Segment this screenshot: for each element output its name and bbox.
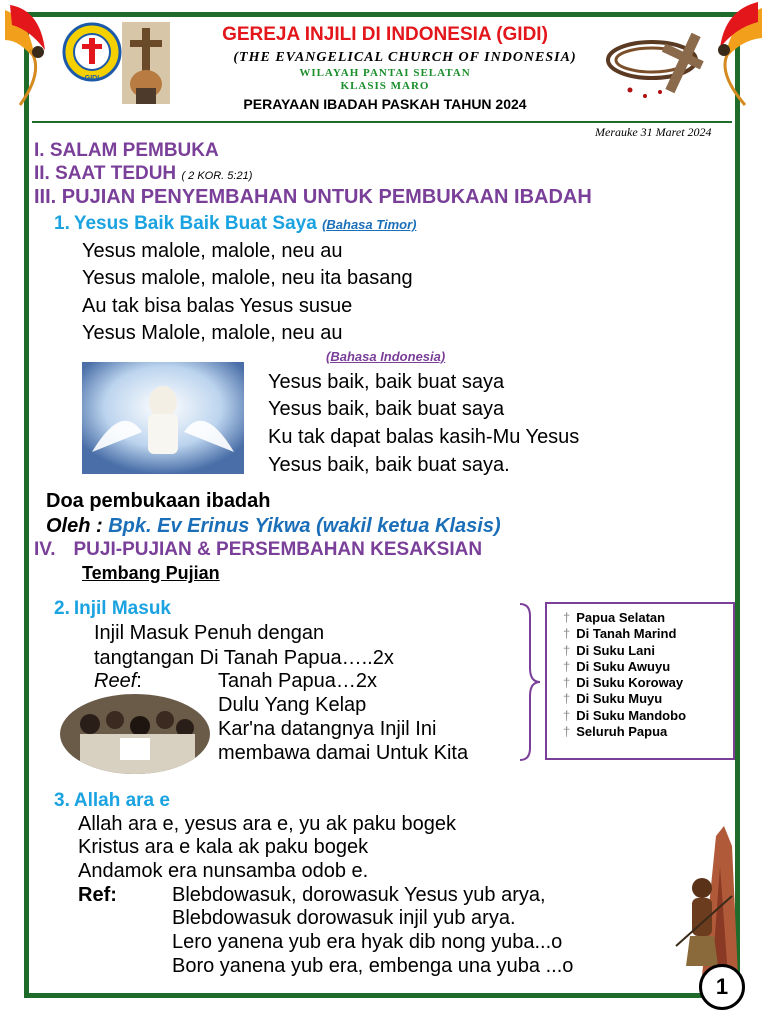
song-3-name: Allah ara e bbox=[73, 790, 170, 811]
song-2-title bbox=[54, 598, 171, 620]
song-2-line: Injil Masuk Penuh dengan bbox=[94, 622, 325, 644]
cross-icon: † bbox=[563, 707, 571, 723]
list-item bbox=[563, 675, 733, 691]
prayer-by-label: Oleh : bbox=[46, 515, 103, 537]
song-2-ref-line: Dulu Yang Kelap bbox=[218, 694, 367, 716]
list-item-label: Di Suku Koroway bbox=[576, 675, 684, 691]
list-item-label: Papua Selatan bbox=[576, 610, 666, 625]
list-item-label: Di Suku Muyu bbox=[576, 691, 663, 707]
song-2-number: 2. bbox=[54, 598, 70, 619]
jesus-throne-image bbox=[82, 362, 244, 474]
song-1-name: Yesus Baik Baik Buat Saya bbox=[73, 213, 317, 234]
prayer-title: Doa pembukaan ibadah bbox=[46, 490, 271, 512]
song-2-line: tangtangan Di Tanah Papua…..2x bbox=[94, 647, 394, 669]
list-item bbox=[563, 691, 733, 707]
song-1-line: Yesus Malole, malole, neu au bbox=[82, 322, 343, 344]
event-title: PERAYAAN IBADAH PASKAH TAHUN 2024 bbox=[243, 96, 527, 112]
song-1-indo-line: Yesus baik, baik buat saya bbox=[268, 398, 505, 420]
papuan-warrior-image bbox=[672, 826, 752, 976]
section-4-heading bbox=[34, 539, 482, 561]
section-4-title: PUJI-PUJIAN & PERSEMBAHAN KESAKSIAN bbox=[73, 539, 483, 560]
brace-icon bbox=[514, 602, 542, 762]
list-item bbox=[563, 659, 733, 675]
song-1-indo-line: Yesus baik, baik buat saya. bbox=[268, 454, 510, 476]
section-3-heading: III. PUJIAN PENYEMBAHAN UNTUK PEMBUKAAN IBADAH bbox=[34, 186, 592, 208]
song-3-ref-line: Lero yanena yub era hyak dib nong yuba...o bbox=[172, 931, 563, 953]
song-3-line: Andamok era nunsamba odob e. bbox=[78, 860, 369, 882]
list-item-label: Seluruh Papua bbox=[576, 724, 668, 740]
list-item-label: Di Suku Lani bbox=[576, 642, 655, 658]
cross-icon: † bbox=[563, 642, 571, 658]
date-line: Merauke 31 Maret 2024 bbox=[595, 125, 712, 139]
song-1-indo-line: Ku tak dapat balas kasih-Mu Yesus bbox=[268, 426, 580, 448]
section-2-title: SAAT TEDUH bbox=[49, 163, 177, 184]
song-1-number: 1. bbox=[54, 213, 70, 234]
song-3-ref-line: Blebdowasuk dorowasuk injil yub arya. bbox=[172, 907, 516, 929]
song-1-line: Au tak bisa balas Yesus susue bbox=[82, 295, 353, 317]
english-title: (THE EVANGELICAL CHURCH OF INDONESIA) bbox=[233, 50, 577, 65]
section-4-number: IV. bbox=[34, 539, 56, 560]
bird-of-paradise-left bbox=[0, 0, 60, 110]
song-2-ref-line: Tanah Papua…2x bbox=[218, 670, 378, 692]
section-2-heading bbox=[34, 163, 252, 185]
song-1-line: Yesus malole, malole, neu ita basang bbox=[82, 267, 413, 289]
page-number: 1 bbox=[699, 964, 745, 1010]
song-1-language: (Bahasa Timor) bbox=[322, 217, 417, 232]
song-3-ref-label: Ref: bbox=[78, 884, 117, 906]
list-item bbox=[563, 708, 733, 724]
list-item bbox=[563, 610, 733, 626]
cross-statue-image bbox=[122, 22, 170, 104]
section-1-heading: I. SALAM PEMBUKA bbox=[34, 140, 219, 161]
klasis-title: KLASIS MARO bbox=[340, 80, 430, 92]
list-item bbox=[563, 643, 733, 659]
song-1-line: Yesus malole, malole, neu au bbox=[82, 240, 343, 262]
song-3-ref-line: Boro yanena yub era, embenga una yuba ...o bbox=[172, 955, 574, 977]
song-2-ref-line: Kar'na datangnya Injil Ini bbox=[218, 718, 437, 740]
section-2-reference: ( 2 KOR. 5:21) bbox=[181, 170, 253, 182]
cross-icon: † bbox=[563, 658, 571, 674]
region-title: WILAYAH PANTAI SELATAN bbox=[299, 67, 471, 79]
song-1-indo-line: Yesus baik, baik buat saya bbox=[268, 371, 505, 393]
list-item-label: Di Tanah Marind bbox=[576, 626, 677, 642]
song-1-title bbox=[54, 213, 416, 235]
section-2-number: II. bbox=[34, 163, 50, 184]
header-divider bbox=[32, 121, 732, 123]
prayer-leader-name: Bpk. Ev Erinus Yikwa (wakil ketua Klasis) bbox=[108, 515, 501, 537]
song-3-number: 3. bbox=[54, 790, 70, 811]
svg-text:GIDI: GIDI bbox=[84, 75, 100, 82]
ref-colon: : bbox=[136, 670, 142, 692]
song-2-name: Injil Masuk bbox=[73, 598, 171, 619]
tribes-list-box bbox=[545, 602, 735, 760]
cross-icon: † bbox=[563, 724, 571, 740]
cross-icon: † bbox=[563, 610, 571, 625]
song-3-line: Kristus ara e kala ak paku bogek bbox=[78, 836, 369, 858]
cross-icon: † bbox=[563, 691, 571, 707]
bird-of-paradise-right bbox=[700, 0, 768, 110]
song-3-line: Allah ara e, yesus ara e, yu ak paku bogek bbox=[78, 813, 457, 835]
crowd-photo-image bbox=[60, 694, 210, 774]
prayer-leader bbox=[46, 515, 501, 538]
org-title: GEREJA INJILI DI INDONESIA (GIDI) bbox=[222, 24, 548, 45]
list-item-label: Di Suku Mandobo bbox=[576, 707, 687, 723]
song-1-language-2: (Bahasa Indonesia) bbox=[326, 349, 446, 364]
list-item bbox=[563, 724, 733, 740]
list-item bbox=[563, 626, 733, 642]
ref-word: Reef bbox=[94, 670, 137, 692]
song-2-ref-line: membawa damai Untuk Kita bbox=[218, 742, 469, 764]
list-item-label: Di Suku Awuyu bbox=[576, 658, 671, 674]
cross-icon: † bbox=[563, 675, 571, 691]
gidi-logo bbox=[62, 22, 122, 84]
song-3-ref-line: Blebdowasuk, dorowasuk Yesus yub arya, bbox=[172, 884, 546, 906]
song-3-title bbox=[54, 790, 170, 812]
song-2-ref-label bbox=[94, 670, 142, 693]
tembang-pujian-label: Tembang Pujian bbox=[82, 563, 220, 583]
cross-icon: † bbox=[563, 626, 571, 642]
